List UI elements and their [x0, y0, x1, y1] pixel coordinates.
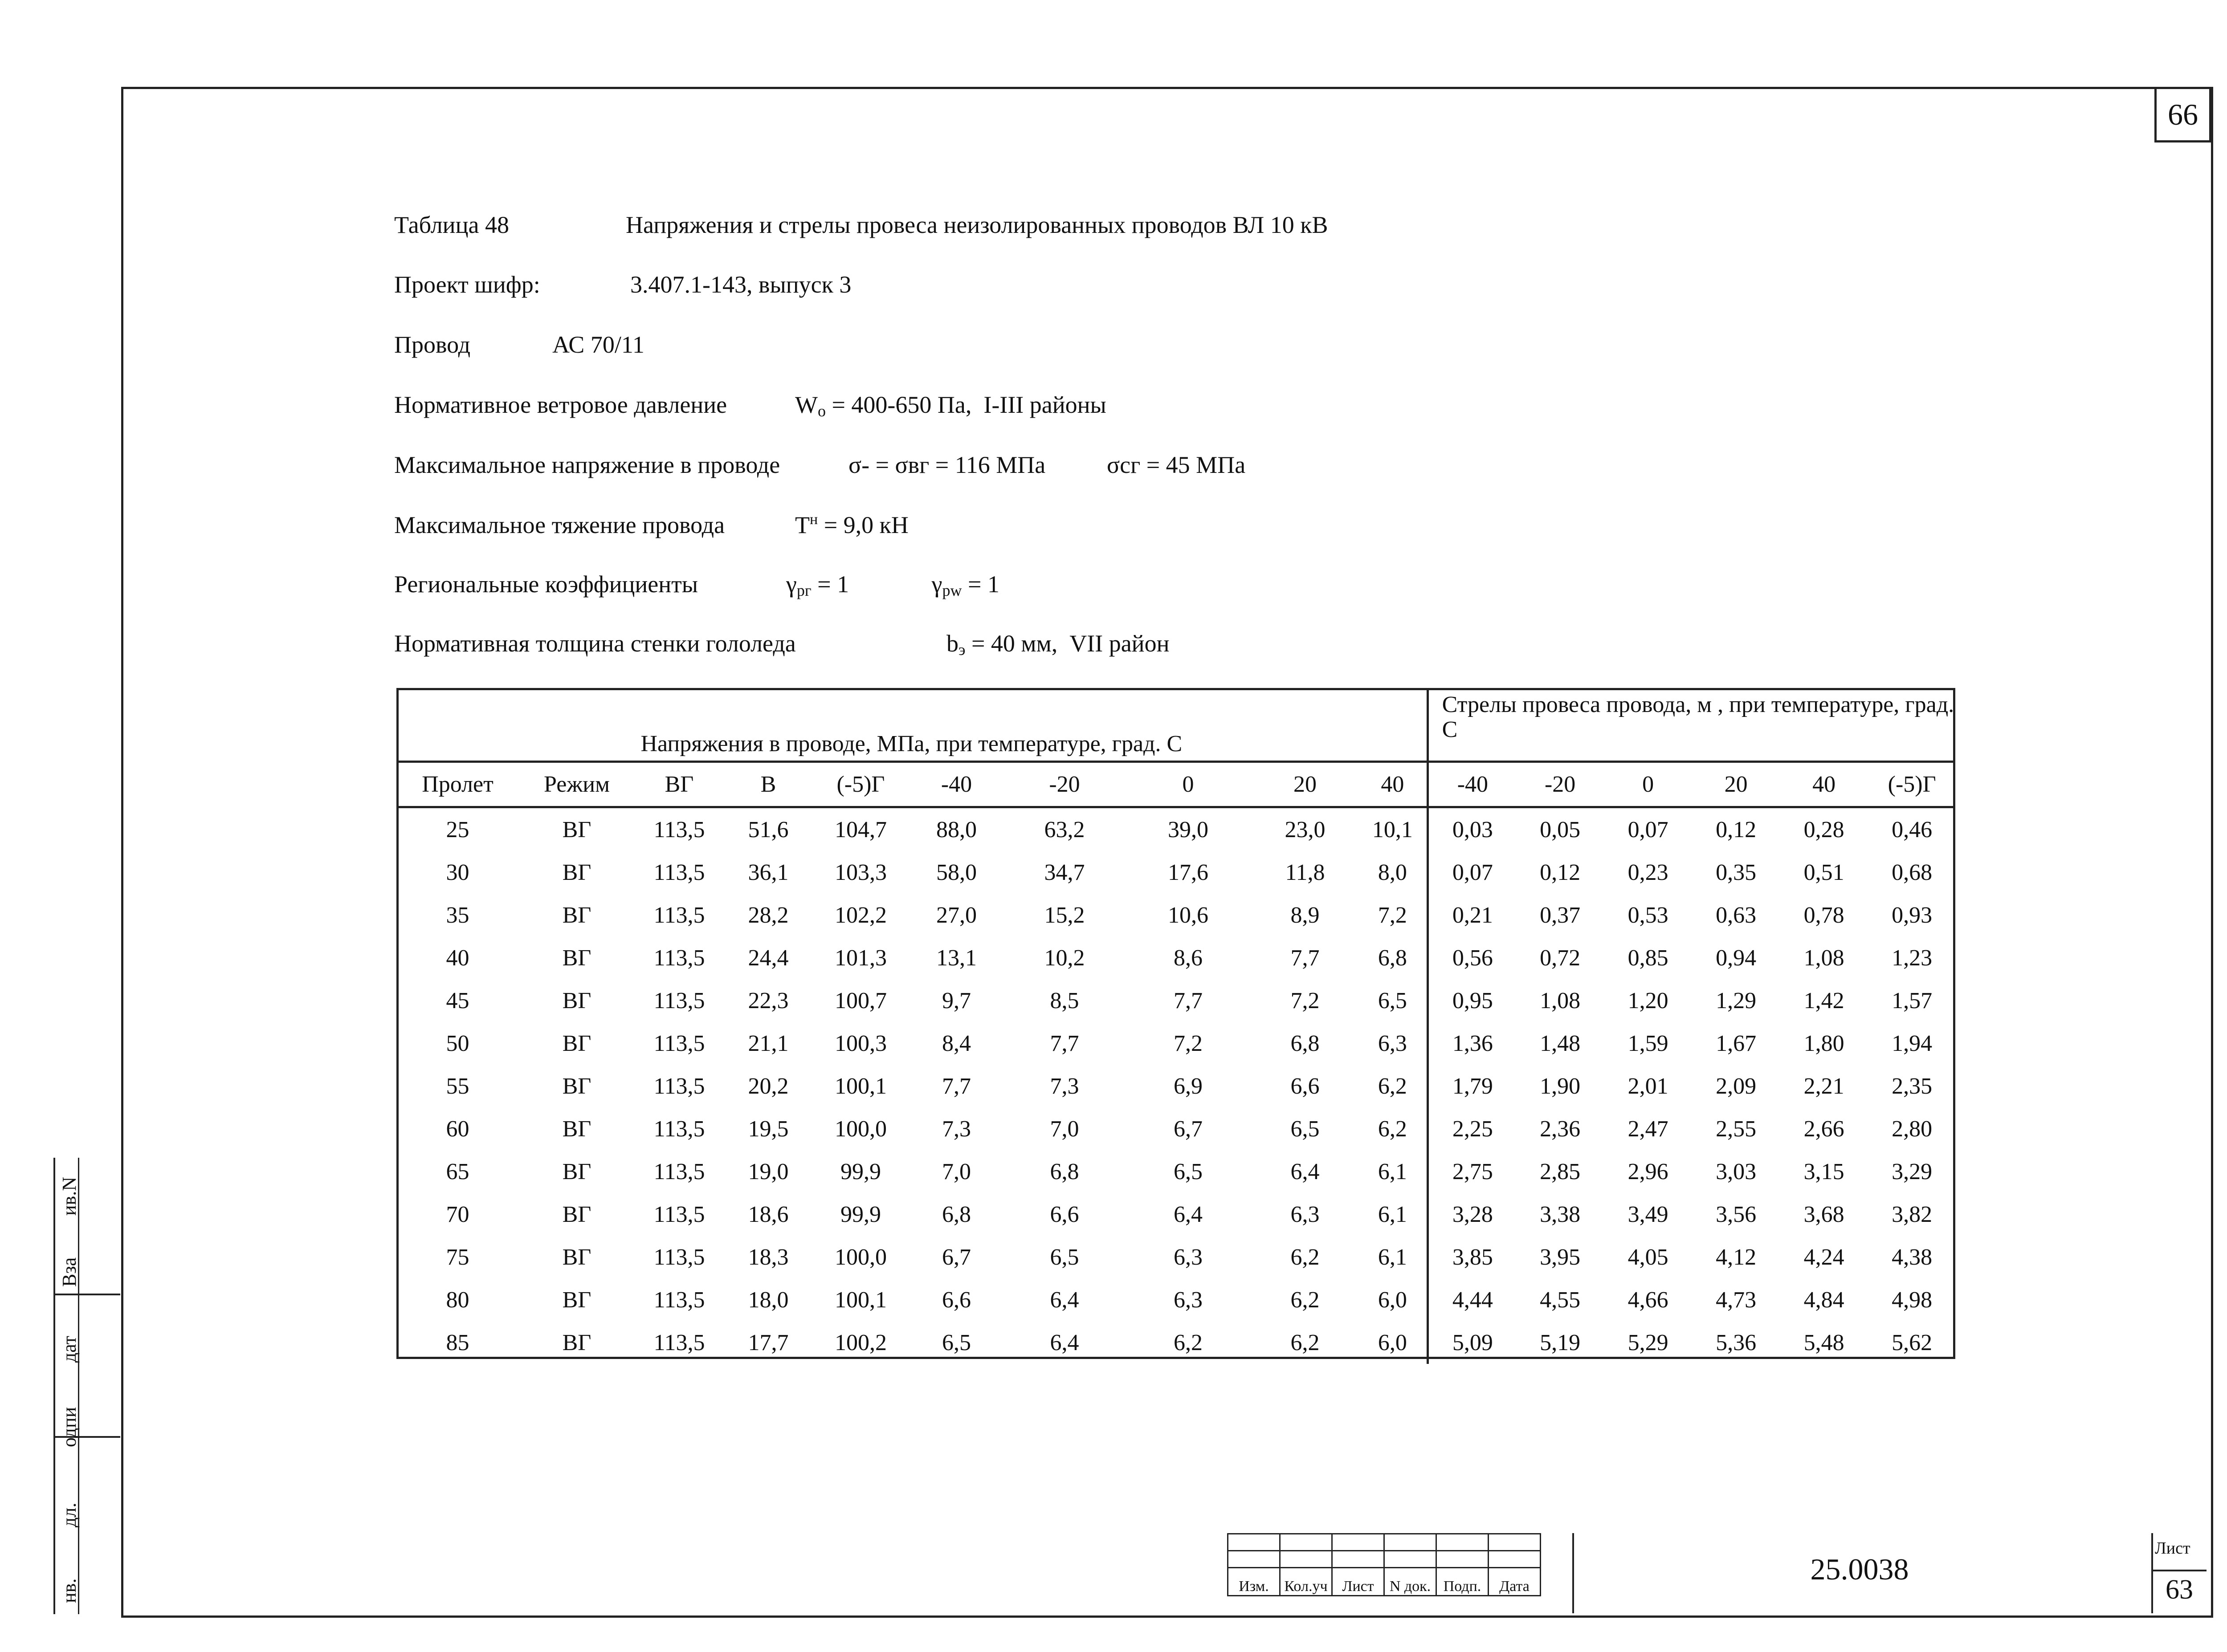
- table-cell: 113,5: [653, 902, 705, 928]
- table-cell: 63,2: [1044, 817, 1085, 842]
- table-cell: 2,55: [1716, 1116, 1757, 1142]
- side-label-sign: одпи: [58, 1407, 80, 1447]
- table-cell: 7,7: [942, 1073, 971, 1099]
- side-stamp-divider: [53, 1294, 120, 1295]
- table-row: [396, 807, 1955, 851]
- table-cell: 113,5: [653, 1244, 705, 1270]
- table-cell: 0,94: [1716, 945, 1757, 971]
- table-cell: 4,84: [1803, 1287, 1844, 1313]
- table-cell: 51,6: [748, 817, 789, 842]
- table-cell: 0,37: [1540, 902, 1581, 928]
- wire-value: АС 70/11: [552, 331, 644, 358]
- wire-label: Провод: [394, 331, 471, 358]
- table-cell: 5,36: [1716, 1330, 1757, 1355]
- table-cell: 6,3: [1290, 1201, 1320, 1227]
- table-cell: 65: [446, 1159, 469, 1184]
- side-label-vzam: Вза: [58, 1257, 80, 1287]
- sheet-divider: [2151, 1570, 2207, 1571]
- table-cell: 1,59: [1627, 1030, 1668, 1056]
- column-header: 20: [1252, 762, 1358, 807]
- gamma-pw-sub: pw: [942, 582, 962, 599]
- ice-line: [394, 631, 1169, 658]
- table-cell: 7,7: [1174, 988, 1203, 1013]
- table-cell: 3,56: [1716, 1201, 1757, 1227]
- table-cell: 2,01: [1627, 1073, 1668, 1099]
- tension-symbol: Т: [795, 512, 810, 538]
- table-cell: 6,2: [1290, 1244, 1320, 1270]
- table-cell: 1,80: [1803, 1030, 1844, 1056]
- page-corner-number: 66: [2154, 87, 2211, 142]
- table-cell: 0,03: [1452, 817, 1493, 842]
- table-cell: 2,85: [1540, 1159, 1581, 1184]
- table-row: [396, 936, 1955, 979]
- table-cell: 85: [446, 1330, 469, 1355]
- table-cell: 50: [446, 1030, 469, 1056]
- wind-line: [394, 393, 1106, 419]
- table-cell: 1,67: [1716, 1030, 1757, 1056]
- table-cell: 1,08: [1540, 988, 1581, 1013]
- table-cell: 100,0: [835, 1244, 887, 1270]
- column-header: В: [724, 762, 813, 807]
- table-cell: 7,0: [942, 1159, 971, 1184]
- table-cell: 2,47: [1627, 1116, 1668, 1142]
- table-cell: 80: [446, 1287, 469, 1313]
- table-cell: 35: [446, 902, 469, 928]
- stress-line: [394, 453, 1245, 477]
- table-cell: 22,3: [748, 988, 789, 1013]
- table-cell: 100,0: [835, 1116, 887, 1142]
- table-cell: 99,9: [840, 1201, 881, 1227]
- table-cell: 6,8: [1290, 1030, 1320, 1056]
- sheet-label: Лист: [2155, 1539, 2190, 1558]
- table-cell: 4,24: [1803, 1244, 1844, 1270]
- table-row: [396, 851, 1955, 894]
- side-label-date: дат: [58, 1335, 80, 1363]
- table-cell: 0,68: [1892, 859, 1933, 885]
- table-cell: 6,6: [1050, 1201, 1079, 1227]
- table-cell: 1,94: [1892, 1030, 1933, 1056]
- table-cell: 45: [446, 988, 469, 1013]
- column-header: -20: [1004, 762, 1125, 807]
- table-cell: ВГ: [562, 1287, 591, 1313]
- table-cell: 4,05: [1627, 1244, 1668, 1270]
- column-header: -40: [1428, 762, 1517, 807]
- table-cell: 113,5: [653, 945, 705, 971]
- table-cell: 5,09: [1452, 1330, 1493, 1355]
- regional-label: Региональные коэффициенты: [394, 571, 698, 598]
- stamp-label: Подп.: [1436, 1568, 1489, 1596]
- table-cell: 113,5: [653, 1201, 705, 1227]
- column-header: 20: [1693, 762, 1779, 807]
- table-title: Напряжения и стрелы провеса неизолированных проводов ВЛ 10 кВ: [626, 212, 1328, 238]
- table-body: [396, 807, 1955, 1364]
- table-cell: 6,2: [1358, 1107, 1428, 1150]
- stress-group-header: Напряжения в проводе, МПа, при температуре, град. С: [396, 688, 1428, 762]
- table-cell: 100,2: [835, 1330, 887, 1355]
- table-cell: 5,19: [1540, 1330, 1581, 1355]
- table-cell: 60: [446, 1116, 469, 1142]
- table-cell: 15,2: [1044, 902, 1085, 928]
- side-label-invn: нв.: [58, 1578, 80, 1603]
- table-cell: 6,2: [1358, 1065, 1428, 1107]
- side-label-podl: дл.: [58, 1502, 80, 1527]
- stamp-label: Лист: [1332, 1568, 1384, 1596]
- table-cell: 2,66: [1803, 1116, 1844, 1142]
- table-cell: 103,3: [835, 859, 887, 885]
- column-header: ВГ: [635, 762, 724, 807]
- tension-line: [394, 512, 909, 537]
- table-cell: 6,2: [1174, 1330, 1203, 1355]
- ice-symbol: b: [946, 630, 959, 657]
- table-cell: 4,55: [1540, 1287, 1581, 1313]
- table-cell: 113,5: [653, 859, 705, 885]
- ice-value: = 40 мм, VII район: [965, 630, 1170, 657]
- table-cell: ВГ: [562, 859, 591, 885]
- table-cell: 6,7: [942, 1244, 971, 1270]
- table-cell: 1,79: [1452, 1073, 1493, 1099]
- table-cell: 2,36: [1540, 1116, 1581, 1142]
- table-cell: 2,35: [1892, 1073, 1933, 1099]
- table-cell: 6,4: [1050, 1287, 1079, 1313]
- table-cell: 0,28: [1803, 817, 1844, 842]
- sheet-number: 63: [2166, 1575, 2193, 1605]
- table-cell: 6,4: [1290, 1159, 1320, 1184]
- table-cell: ВГ: [562, 1159, 591, 1184]
- table-cell: 113,5: [653, 1116, 705, 1142]
- table-cell: 10,6: [1168, 902, 1208, 928]
- table-cell: 8,4: [942, 1030, 971, 1056]
- table-cell: 7,3: [942, 1116, 971, 1142]
- column-header: (-5)Г: [1868, 762, 1955, 807]
- table-cell: 0,35: [1716, 859, 1757, 885]
- table-cell: ВГ: [562, 945, 591, 971]
- table-row: [396, 1107, 1955, 1150]
- table-row: [396, 979, 1955, 1022]
- table-cell: 7,2: [1174, 1030, 1203, 1056]
- table-cell: 99,9: [840, 1159, 881, 1184]
- table-cell: 7,7: [1050, 1030, 1079, 1056]
- table-cell: 100,1: [835, 1287, 887, 1313]
- table-cell: 100,7: [835, 988, 887, 1013]
- column-header: -40: [909, 762, 1004, 807]
- table-cell: 6,5: [1290, 1116, 1320, 1142]
- table-cell: 101,3: [835, 945, 887, 971]
- table-cell: 55: [446, 1073, 469, 1099]
- table-cell: 8,6: [1174, 945, 1203, 971]
- tension-value: = 9,0 кН: [818, 512, 909, 538]
- table-cell: 100,3: [835, 1030, 887, 1056]
- table-cell: 6,3: [1358, 1022, 1428, 1065]
- table-cell: 0,23: [1627, 859, 1668, 885]
- stress-value-2: σсг = 45 МПа: [1107, 452, 1246, 478]
- gamma-rg-symbol: γ: [786, 571, 797, 598]
- table-row: [396, 1321, 1955, 1364]
- column-header: 40: [1779, 762, 1868, 807]
- table-row: [396, 894, 1955, 936]
- table-cell: 4,98: [1892, 1287, 1933, 1313]
- table-cell: 6,0: [1358, 1321, 1428, 1364]
- table-cell: 4,73: [1716, 1287, 1757, 1313]
- table-cell: ВГ: [562, 1030, 591, 1056]
- stress-value-1: σ- = σвг = 116 МПа: [848, 452, 1046, 478]
- table-cell: 6,5: [1358, 979, 1428, 1022]
- table-cell: 0,07: [1627, 817, 1668, 842]
- table-cell: 113,5: [653, 988, 705, 1013]
- table-cell: 104,7: [835, 817, 887, 842]
- table-cell: 6,3: [1174, 1287, 1203, 1313]
- gamma-rg-sub: рг: [796, 582, 812, 599]
- table-cell: 10,2: [1044, 945, 1085, 971]
- stamp-label: N док.: [1384, 1568, 1436, 1596]
- tension-label: Максимальное тяжение провода: [394, 512, 725, 538]
- table-cell: 6,8: [1050, 1159, 1079, 1184]
- table-cell: 18,3: [748, 1244, 789, 1270]
- table-cell: 4,12: [1716, 1244, 1757, 1270]
- table-cell: 7,2: [1358, 894, 1428, 936]
- table-cell: 13,1: [936, 945, 977, 971]
- table-cell: 8,5: [1050, 988, 1079, 1013]
- table-cell: ВГ: [562, 988, 591, 1013]
- table-cell: 4,44: [1452, 1287, 1493, 1313]
- table-cell: 18,6: [748, 1201, 789, 1227]
- table-cell: 7,0: [1050, 1116, 1079, 1142]
- table-cell: 0,93: [1892, 902, 1933, 928]
- table-cell: 7,7: [1290, 945, 1320, 971]
- table-cell: 2,25: [1452, 1116, 1493, 1142]
- table-cell: ВГ: [562, 1073, 591, 1099]
- table-cell: 39,0: [1168, 817, 1208, 842]
- column-header: Режим: [519, 762, 635, 807]
- table-cell: 6,9: [1174, 1073, 1203, 1099]
- table-cell: 2,21: [1803, 1073, 1844, 1099]
- table-cell: 75: [446, 1244, 469, 1270]
- table-cell: 40: [446, 945, 469, 971]
- table-cell: 113,5: [653, 1073, 705, 1099]
- table-cell: 4,38: [1892, 1244, 1933, 1270]
- table-cell: 3,95: [1540, 1244, 1581, 1270]
- table-cell: 0,85: [1627, 945, 1668, 971]
- table-cell: 25: [446, 817, 469, 842]
- table-cell: 113,5: [653, 1030, 705, 1056]
- table-cell: 19,5: [748, 1116, 789, 1142]
- table-cell: 113,5: [653, 817, 705, 842]
- table-cell: 0,53: [1627, 902, 1668, 928]
- table-cell: 1,08: [1803, 945, 1844, 971]
- table-cell: 24,4: [748, 945, 789, 971]
- table-cell: 0,56: [1452, 945, 1493, 971]
- table-cell: 100,1: [835, 1073, 887, 1099]
- table-cell: 34,7: [1044, 859, 1085, 885]
- table-cell: 3,49: [1627, 1201, 1668, 1227]
- table-cell: 113,5: [653, 1287, 705, 1313]
- table-cell: ВГ: [562, 817, 591, 842]
- tension-sup: н: [810, 511, 818, 528]
- table-cell: ВГ: [562, 1116, 591, 1142]
- stress-label: Максимальное напряжение в проводе: [394, 452, 780, 478]
- revision-stamp: [1227, 1533, 1541, 1596]
- table-cell: 23,0: [1285, 817, 1326, 842]
- table-cell: 7,3: [1050, 1073, 1079, 1099]
- gamma-pw-symbol: γ: [931, 571, 942, 598]
- table-cell: 102,2: [835, 902, 887, 928]
- table-label: Таблица 48: [394, 212, 509, 238]
- wind-value: = 400-650 Па, I-III районы: [825, 391, 1106, 418]
- column-header: 40: [1358, 762, 1428, 807]
- column-header: (-5)Г: [813, 762, 909, 807]
- column-header: Пролет: [396, 762, 519, 807]
- table-cell: 0,21: [1452, 902, 1493, 928]
- table-cell: 6,5: [942, 1330, 971, 1355]
- table-cell: 6,5: [1050, 1244, 1079, 1270]
- table-heading: [394, 213, 1328, 237]
- table-cell: 0,63: [1716, 902, 1757, 928]
- table-cell: 6,6: [1290, 1073, 1320, 1099]
- table-cell: 6,0: [1358, 1278, 1428, 1321]
- table-cell: 36,1: [748, 859, 789, 885]
- wind-symbol: W: [795, 391, 818, 418]
- table-cell: 17,7: [748, 1330, 789, 1355]
- table-cell: 0,46: [1892, 817, 1933, 842]
- table-cell: 8,9: [1290, 902, 1320, 928]
- table-cell: 3,29: [1892, 1159, 1933, 1184]
- stamp-label: Кол.уч: [1280, 1568, 1332, 1596]
- table-cell: 5,48: [1803, 1330, 1844, 1355]
- table-cell: 113,5: [653, 1159, 705, 1184]
- table-cell: 21,1: [748, 1030, 789, 1056]
- table-cell: ВГ: [562, 902, 591, 928]
- table-cell: 1,57: [1892, 988, 1933, 1013]
- table-cell: 0,95: [1452, 988, 1493, 1013]
- table-cell: 2,75: [1452, 1159, 1493, 1184]
- table-cell: 19,0: [748, 1159, 789, 1184]
- ice-sub: э: [959, 641, 966, 659]
- wire-line: [394, 333, 644, 357]
- table-cell: 6,4: [1050, 1330, 1079, 1355]
- regional-line: [394, 572, 999, 598]
- table-cell: 5,29: [1627, 1330, 1668, 1355]
- table-cell: 10,1: [1358, 807, 1428, 851]
- table-cell: 1,36: [1452, 1030, 1493, 1056]
- table-cell: 1,29: [1716, 988, 1757, 1013]
- table-cell: 0,51: [1803, 859, 1844, 885]
- table-cell: 2,80: [1892, 1116, 1933, 1142]
- table-cell: 18,0: [748, 1287, 789, 1313]
- table-row: [396, 1193, 1955, 1236]
- table-cell: 1,90: [1540, 1073, 1581, 1099]
- column-header: 0: [1125, 762, 1252, 807]
- table-cell: 8,0: [1358, 851, 1428, 894]
- table-cell: 3,28: [1452, 1201, 1493, 1227]
- table-cell: 88,0: [936, 817, 977, 842]
- table-row: [396, 1150, 1955, 1193]
- table-row: [396, 1065, 1955, 1107]
- table-cell: 0,07: [1452, 859, 1493, 885]
- table-cell: 0,05: [1540, 817, 1581, 842]
- table-cell: 4,66: [1627, 1287, 1668, 1313]
- table-cell: 6,8: [1358, 936, 1428, 979]
- table-cell: 27,0: [936, 902, 977, 928]
- table-cell: 1,23: [1892, 945, 1933, 971]
- table-cell: 5,62: [1892, 1330, 1933, 1355]
- project-value: 3.407.1-143, выпуск 3: [630, 271, 852, 298]
- table-cell: 6,7: [1174, 1116, 1203, 1142]
- project-label: Проект шифр:: [394, 271, 540, 298]
- table-cell: 0,12: [1716, 817, 1757, 842]
- table-cell: 17,6: [1168, 859, 1208, 885]
- sag-group-header: Стрелы провеса провода, м , при температуре, град. С: [1442, 692, 1954, 743]
- table-cell: 6,1: [1358, 1236, 1428, 1278]
- table-cell: 6,3: [1174, 1244, 1203, 1270]
- wind-sub: o: [817, 402, 826, 420]
- gamma-rg-value: = 1: [811, 571, 849, 598]
- side-label-inv: ив.N: [58, 1176, 80, 1216]
- table-cell: 6,6: [942, 1287, 971, 1313]
- table-cell: 2,09: [1716, 1073, 1757, 1099]
- table-cell: 1,20: [1627, 988, 1668, 1013]
- table-cell: 20,2: [748, 1073, 789, 1099]
- table-cell: 70: [446, 1201, 469, 1227]
- table-row: [396, 1278, 1955, 1321]
- gamma-pw-value: = 1: [962, 571, 999, 598]
- wind-label: Нормативное ветровое давление: [394, 391, 727, 418]
- table-cell: 6,5: [1174, 1159, 1203, 1184]
- table-cell: 9,7: [942, 988, 971, 1013]
- table-cell: 3,82: [1892, 1201, 1933, 1227]
- stamp-label: Изм.: [1228, 1568, 1280, 1596]
- project-line: [394, 273, 851, 297]
- ice-label: Нормативная толщина стенки гололеда: [394, 630, 796, 657]
- table-cell: 1,48: [1540, 1030, 1581, 1056]
- table-cell: 1,42: [1803, 988, 1844, 1013]
- column-header: 0: [1603, 762, 1693, 807]
- side-stamp-content: [53, 1158, 120, 1614]
- stamp-label: Дата: [1489, 1568, 1541, 1596]
- table-cell: 0,12: [1540, 859, 1581, 885]
- table-cell: 30: [446, 859, 469, 885]
- table-cell: 3,68: [1803, 1201, 1844, 1227]
- table-cell: 58,0: [936, 859, 977, 885]
- table-cell: 113,5: [653, 1330, 705, 1355]
- table-cell: 11,8: [1285, 859, 1325, 885]
- table-cell: 0,78: [1803, 902, 1844, 928]
- table-cell: 0,72: [1540, 945, 1581, 971]
- table-cell: 6,1: [1358, 1193, 1428, 1236]
- side-stamp-vline: [78, 1158, 79, 1614]
- table-row: [396, 1022, 1955, 1065]
- table-row: [396, 1236, 1955, 1278]
- table-cell: 6,4: [1174, 1201, 1203, 1227]
- table-cell: 3,15: [1803, 1159, 1844, 1184]
- table-cell: ВГ: [562, 1244, 591, 1270]
- table-cell: 2,96: [1627, 1159, 1668, 1184]
- table-cell: 28,2: [748, 902, 789, 928]
- column-header: -20: [1517, 762, 1603, 807]
- table-cell: ВГ: [562, 1201, 591, 1227]
- table-cell: 3,38: [1540, 1201, 1581, 1227]
- column-header-row: [396, 762, 1955, 807]
- stress-sag-table: [396, 688, 1955, 1364]
- table-cell: 3,03: [1716, 1159, 1757, 1184]
- table-cell: 6,8: [942, 1201, 971, 1227]
- table-cell: 6,1: [1358, 1150, 1428, 1193]
- table-cell: 7,2: [1290, 988, 1320, 1013]
- table-cell: 3,85: [1452, 1244, 1493, 1270]
- document-code: 25.0038: [1810, 1552, 1909, 1586]
- table-cell: 6,2: [1290, 1287, 1320, 1313]
- table-cell: 6,2: [1290, 1330, 1320, 1355]
- table-cell: ВГ: [562, 1330, 591, 1355]
